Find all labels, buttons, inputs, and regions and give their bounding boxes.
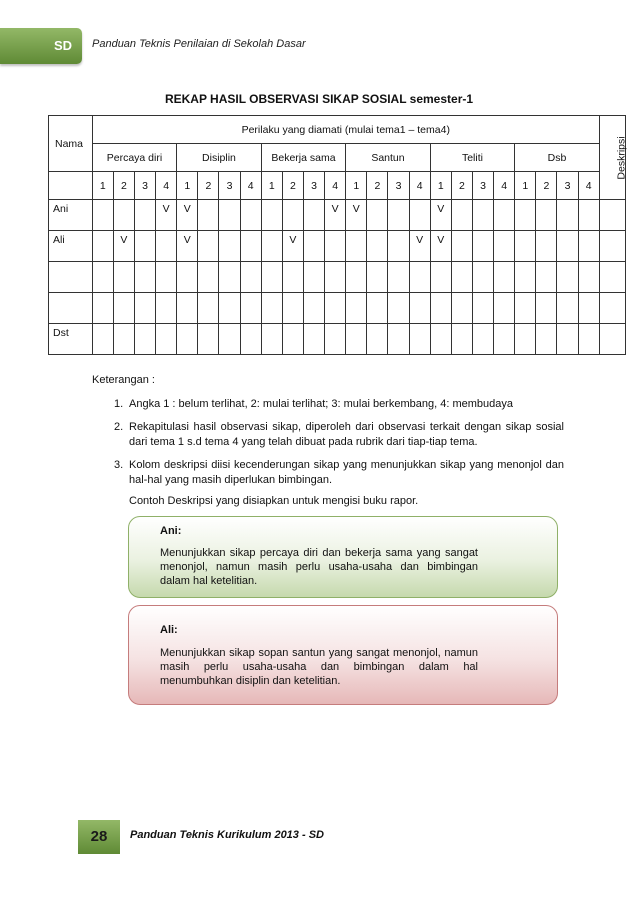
example-name: Ali: — [160, 624, 178, 636]
scale-number: 2 — [536, 172, 557, 200]
scale-number: 3 — [134, 172, 155, 200]
observation-cell — [325, 293, 346, 324]
observation-cell — [113, 324, 134, 355]
scale-number: 4 — [578, 172, 599, 200]
observation-cell — [219, 262, 240, 293]
example-name: Ani: — [160, 525, 182, 537]
observation-cell — [388, 262, 409, 293]
observation-cell — [494, 231, 515, 262]
note-text: Kolom deskripsi diisi kecenderungan sikap yang menunjukkan sikap yang menonjol dan hal-hal yang masih diperlukan bimbingan. — [129, 459, 564, 486]
note-item — [114, 458, 564, 488]
observation-cell — [346, 293, 367, 324]
observation-cell — [472, 293, 493, 324]
observation-cell: V — [430, 231, 451, 262]
table-row — [49, 293, 626, 324]
scale-number: 3 — [557, 172, 578, 200]
observation-cell — [451, 231, 472, 262]
observation-cell — [472, 262, 493, 293]
observation-cell — [472, 200, 493, 231]
observation-cell — [113, 262, 134, 293]
observation-cell — [113, 200, 134, 231]
example-description: Menunjukkan sikap percaya diri dan bekerja sama yang sangat menonjol, namun masih perlu usaha-usaha dan bimbingan dalam hal ketelitian. — [160, 547, 478, 587]
observation-cell — [177, 262, 198, 293]
observation-cell — [388, 231, 409, 262]
scale-number: 2 — [282, 172, 303, 200]
observation-cell: V — [177, 200, 198, 231]
observation-cell — [156, 293, 177, 324]
observation-cell — [325, 262, 346, 293]
observation-cell — [451, 324, 472, 355]
observation-cell — [240, 231, 261, 262]
note-number: 3. — [114, 459, 124, 471]
col-header-deskripsi — [599, 116, 628, 200]
student-name: Ani — [49, 200, 93, 231]
scale-number: 1 — [430, 172, 451, 200]
deskripsi-cell — [599, 324, 625, 355]
observation-cell — [198, 200, 219, 231]
observation-cell — [134, 293, 155, 324]
deskripsi-cell — [599, 293, 625, 324]
observation-cell — [134, 231, 155, 262]
observation-cell — [240, 262, 261, 293]
notes-heading: Keterangan : — [92, 374, 155, 386]
observation-cell — [557, 231, 578, 262]
note-number: 2. — [114, 421, 124, 433]
note-item — [114, 420, 564, 450]
observation-cell — [367, 262, 388, 293]
observation-cell — [261, 200, 282, 231]
observation-cell — [346, 231, 367, 262]
observation-cell — [578, 262, 599, 293]
observation-cell — [219, 200, 240, 231]
observation-cell — [472, 231, 493, 262]
scale-number: 3 — [472, 172, 493, 200]
deskripsi-cell — [599, 231, 625, 262]
observation-cell — [134, 200, 155, 231]
observation-cell — [92, 262, 113, 293]
observation-cell — [557, 262, 578, 293]
observation-cell — [430, 293, 451, 324]
observation-cell — [282, 293, 303, 324]
empty-header-cell — [49, 172, 93, 200]
observation-cell — [240, 200, 261, 231]
recap-table-body — [49, 116, 626, 355]
example-box-ali — [128, 605, 558, 705]
observation-cell — [536, 231, 557, 262]
observation-cell — [388, 293, 409, 324]
observation-cell — [494, 200, 515, 231]
observation-cell — [367, 293, 388, 324]
header-row-behaviors — [49, 144, 626, 172]
scale-number: 4 — [409, 172, 430, 200]
observation-cell — [578, 324, 599, 355]
observation-cell — [578, 231, 599, 262]
observation-cell — [346, 262, 367, 293]
scale-number: 2 — [367, 172, 388, 200]
col-header-perilaku: Perilaku yang diamati (mulai tema1 – tema4) — [92, 116, 599, 144]
table-row — [49, 262, 626, 293]
behavior-header: Percaya diri — [92, 144, 177, 172]
section-tab — [0, 28, 82, 64]
observation-cell — [156, 262, 177, 293]
observation-cell: V — [113, 231, 134, 262]
observation-cell — [409, 200, 430, 231]
scale-number: 1 — [515, 172, 536, 200]
observation-cell — [303, 262, 324, 293]
observation-cell — [515, 324, 536, 355]
scale-number: 3 — [388, 172, 409, 200]
scale-number: 3 — [219, 172, 240, 200]
observation-cell — [430, 324, 451, 355]
observation-cell — [472, 324, 493, 355]
table-row — [49, 231, 626, 262]
observation-cell — [92, 293, 113, 324]
scale-number: 1 — [261, 172, 282, 200]
observation-cell — [515, 231, 536, 262]
deskripsi-cell — [599, 262, 625, 293]
observation-cell — [261, 324, 282, 355]
observation-cell — [557, 324, 578, 355]
observation-cell — [113, 293, 134, 324]
observation-cell — [325, 231, 346, 262]
observation-cell — [536, 200, 557, 231]
observation-cell — [219, 231, 240, 262]
page-title: REKAP HASIL OBSERVASI SIKAP SOSIAL semester-1 — [164, 92, 474, 106]
observation-cell — [367, 231, 388, 262]
observation-cell — [282, 262, 303, 293]
section-tab-label: SD — [53, 38, 72, 53]
observation-cell — [219, 293, 240, 324]
header-row-numbers — [49, 172, 626, 200]
observation-cell — [536, 324, 557, 355]
header-row-group — [49, 116, 626, 144]
observation-cell — [388, 200, 409, 231]
observation-cell — [92, 200, 113, 231]
observation-cell: V — [346, 200, 367, 231]
observation-cell — [430, 262, 451, 293]
observation-cell — [494, 293, 515, 324]
scale-number: 2 — [198, 172, 219, 200]
observation-cell — [303, 231, 324, 262]
note-item — [114, 397, 564, 412]
observation-cell — [240, 324, 261, 355]
observation-cell — [198, 324, 219, 355]
footer-title: Panduan Teknis Kurikulum 2013 - SD — [130, 829, 324, 841]
example-intro: Contoh Deskripsi yang disiapkan untuk mengisi buku rapor. — [129, 495, 419, 507]
deskripsi-label: Deskripsi — [615, 135, 628, 180]
observation-cell — [451, 200, 472, 231]
observation-cell — [536, 262, 557, 293]
observation-cell — [494, 262, 515, 293]
observation-cell — [494, 324, 515, 355]
observation-cell — [303, 200, 324, 231]
observation-cell — [515, 200, 536, 231]
observation-cell: V — [409, 231, 430, 262]
scale-number: 4 — [325, 172, 346, 200]
observation-cell — [198, 293, 219, 324]
observation-cell — [557, 293, 578, 324]
observation-cell — [367, 200, 388, 231]
scale-number: 2 — [113, 172, 134, 200]
scale-number: 1 — [92, 172, 113, 200]
scale-number: 4 — [156, 172, 177, 200]
page-number: 28 — [78, 820, 120, 854]
recap-table — [48, 115, 626, 355]
observation-cell — [198, 231, 219, 262]
scale-number: 2 — [451, 172, 472, 200]
student-name: Dst — [49, 324, 93, 355]
observation-cell — [388, 324, 409, 355]
observation-cell — [261, 293, 282, 324]
student-name — [49, 293, 93, 324]
note-number: 1. — [114, 398, 124, 410]
observation-cell — [282, 324, 303, 355]
observation-cell: V — [177, 231, 198, 262]
behavior-header: Dsb — [515, 144, 600, 172]
observation-cell — [177, 324, 198, 355]
observation-cell — [303, 293, 324, 324]
observation-cell — [367, 324, 388, 355]
observation-cell — [536, 293, 557, 324]
observation-cell — [303, 324, 324, 355]
observation-cell — [219, 324, 240, 355]
observation-cell: V — [156, 200, 177, 231]
student-name: Ali — [49, 231, 93, 262]
student-name — [49, 262, 93, 293]
observation-cell — [92, 324, 113, 355]
example-description: Menunjukkan sikap sopan santun yang sangat menonjol, namun masih perlu usaha-usaha dan bimbingan dalam hal menumbuhkan disiplin dan ketelitian. — [160, 647, 478, 687]
col-header-nama: Nama — [49, 116, 93, 172]
scale-number: 1 — [177, 172, 198, 200]
observation-cell — [409, 262, 430, 293]
observation-cell — [92, 231, 113, 262]
behavior-header: Disiplin — [177, 144, 262, 172]
observation-cell — [515, 262, 536, 293]
observation-cell — [198, 262, 219, 293]
observation-cell — [515, 293, 536, 324]
observation-cell — [156, 324, 177, 355]
observation-cell — [261, 262, 282, 293]
running-header: Panduan Teknis Penilaian di Sekolah Dasar — [92, 38, 306, 50]
table-row — [49, 200, 626, 231]
observation-cell — [156, 231, 177, 262]
observation-cell — [409, 324, 430, 355]
table-row — [49, 324, 626, 355]
scale-number: 4 — [240, 172, 261, 200]
observation-cell — [557, 200, 578, 231]
observation-cell — [282, 200, 303, 231]
example-box-ani — [128, 516, 558, 598]
observation-cell — [261, 231, 282, 262]
note-text: Angka 1 : belum terlihat, 2: mulai terlihat; 3: mulai berkembang, 4: membudaya — [129, 398, 513, 410]
observation-cell — [578, 200, 599, 231]
behavior-header: Bekerja sama — [261, 144, 346, 172]
observation-cell — [451, 262, 472, 293]
observation-cell — [240, 293, 261, 324]
scale-number: 4 — [494, 172, 515, 200]
observation-cell — [346, 324, 367, 355]
observation-cell: V — [282, 231, 303, 262]
observation-cell — [578, 293, 599, 324]
observation-cell — [177, 293, 198, 324]
deskripsi-cell — [599, 200, 625, 231]
observation-cell: V — [430, 200, 451, 231]
observation-cell — [134, 262, 155, 293]
scale-number: 1 — [346, 172, 367, 200]
behavior-header: Teliti — [430, 144, 515, 172]
observation-cell: V — [325, 200, 346, 231]
scale-number: 3 — [303, 172, 324, 200]
observation-cell — [451, 293, 472, 324]
observation-cell — [134, 324, 155, 355]
observation-cell — [409, 293, 430, 324]
note-text: Rekapitulasi hasil observasi sikap, diperoleh dari observasi terkait dengan sikap sosial dari tema 1 s.d tema 4 yang telah dibuat pada rubrik dari tiap-tiap tema. — [129, 421, 564, 448]
observation-cell — [325, 324, 346, 355]
behavior-header: Santun — [346, 144, 431, 172]
